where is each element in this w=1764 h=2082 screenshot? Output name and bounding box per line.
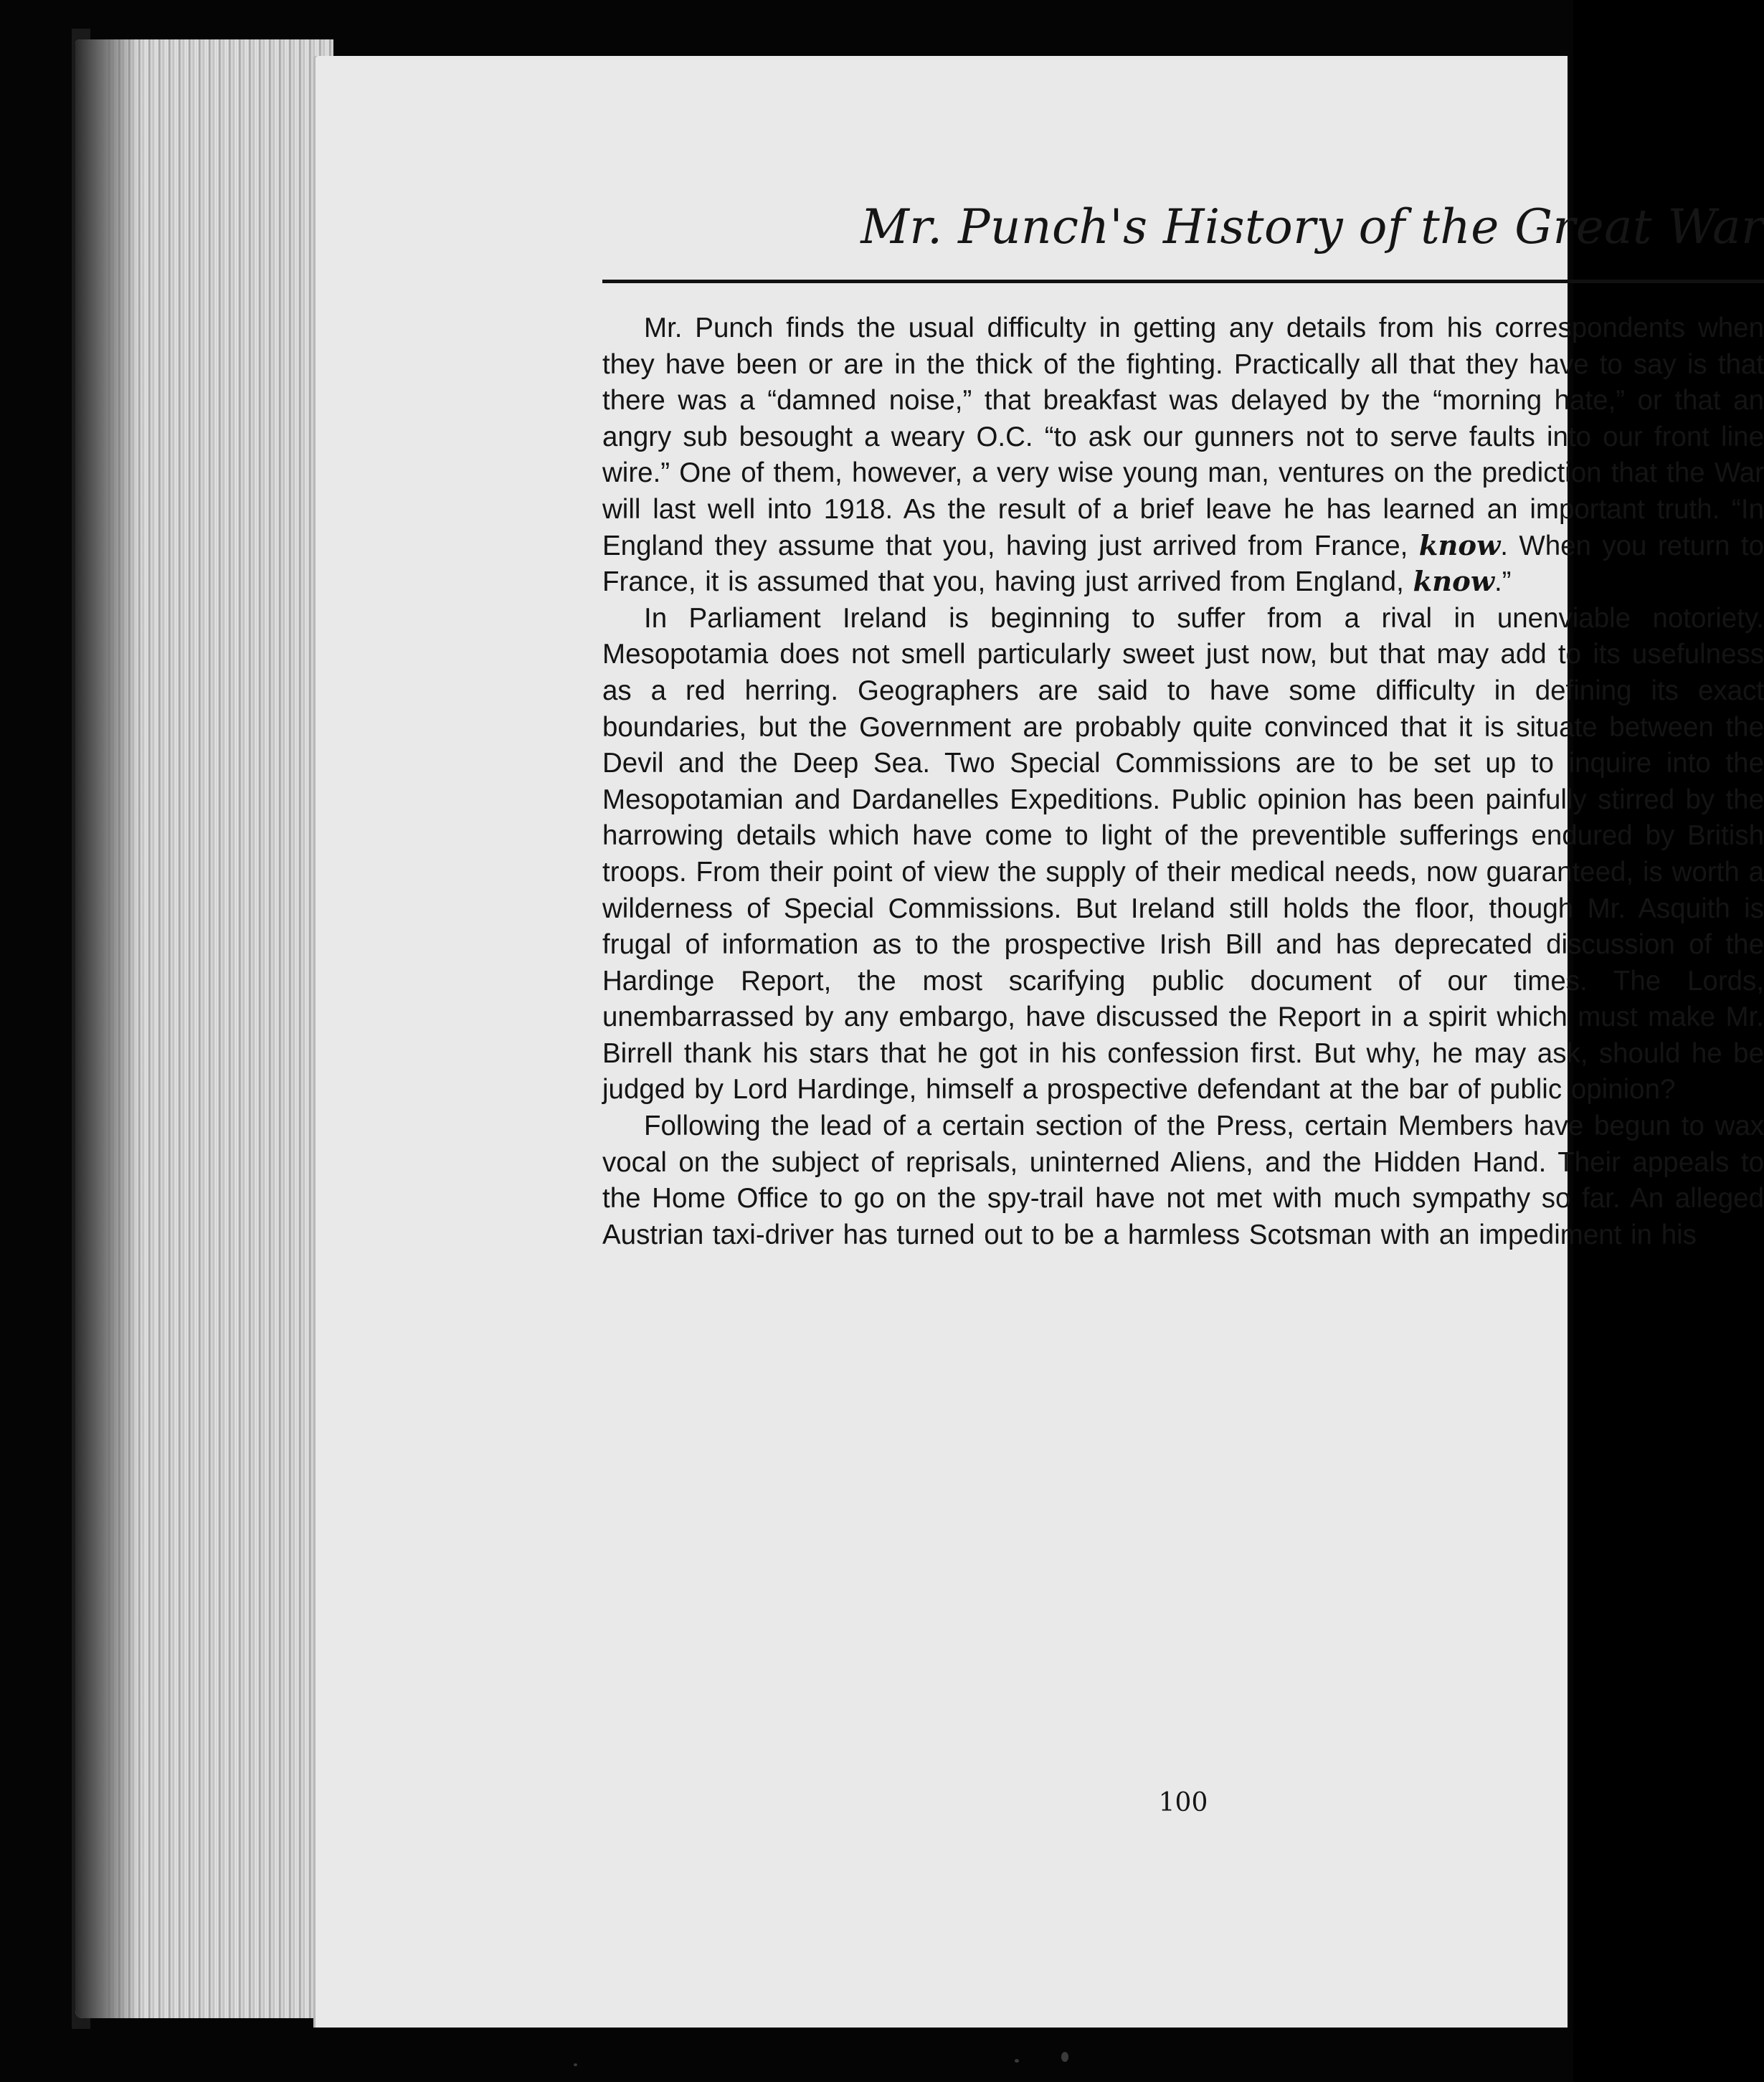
scan-speck: [1061, 2052, 1068, 2062]
text-run: Mr. Punch finds the usual difficulty in getting any details from his correspondents when they have been or are in the thick of the fighting. Practically all that they have to say is that there was a “damned noise,” that breakfast was delayed by the “morning hate,” or that an angry sub besought a weary O.C. “to ask our gunners not to serve faults into our front line wire.” One of them, however, a very wise young man, ventures on the prediction that the War will last well into 1918. As the result of a brief leave he has learned an important truth. “In England they assume that you, having just arrived from France,: [602, 313, 1764, 561]
page-number: 100: [1158, 1788, 1208, 1817]
italic-text: know: [1418, 529, 1501, 562]
text-run: .”: [1494, 566, 1512, 598]
scan-speck: [1015, 2059, 1019, 2063]
body-text: [602, 310, 1764, 1253]
running-head-rule: [602, 280, 1764, 283]
page-edges-shadow: [75, 39, 140, 2018]
text-run: Following the lead of a certain section of the Press, certain Members have begun to wax vocal on the subject of reprisals, uninterned Aliens, and the Hidden Hand. Their appeals to the Home Office to go on the spy-trail have not met with much sympathy so far. An alleged Austrian taxi-driver has turned out to be a harmless Scotsman with an impediment in his: [602, 1111, 1764, 1250]
scan-speck: [574, 2063, 577, 2066]
text-run: . When you return to France, it is assumed that you, having just arrived from England,: [602, 530, 1764, 598]
italic-text: know: [1413, 566, 1494, 599]
running-head: Mr. Punch's History of the Great War: [860, 199, 1764, 255]
paragraph: [602, 601, 1764, 1108]
book-page: [316, 56, 1764, 2028]
paragraph: [602, 1108, 1764, 1253]
paragraph: [602, 310, 1764, 601]
text-run: In Parliament Ireland is beginning to suffer from a rival in unenviable notoriety. Mesopotamia does not smell particularly sweet just now, but that may add to its usefulness as a red herring. Geographers are said to have some difficulty in defining its exact boundaries, but the Government are probably quite convinced that it is situate between the Devil and the Deep Sea. Two Special Commissions are to be set up to inquire into the Mesopotamian and Dardanelles Expeditions. Public opinion has been painfully stirred by the harrowing details which have come to light of the preventible sufferings endured by British troops. From their point of view the supply of their medical needs, now guaranteed, is worth a wilderness of Special Commissions. But Ireland still holds the floor, though Mr. Asquith is frugal of information as to the prospective Irish Bill and has deprecated discussion of the Hardinge Report, the most scarifying public document of our times. The Lords, unembarrassed by any embargo, have discussed the Report in a spirit which must make Mr. Birrell thank his stars that he got in his confession first. But why, he may ask, should he be judged by Lord Hardinge, himself a prospective defendant at the bar of public opinion?: [602, 602, 1764, 1106]
